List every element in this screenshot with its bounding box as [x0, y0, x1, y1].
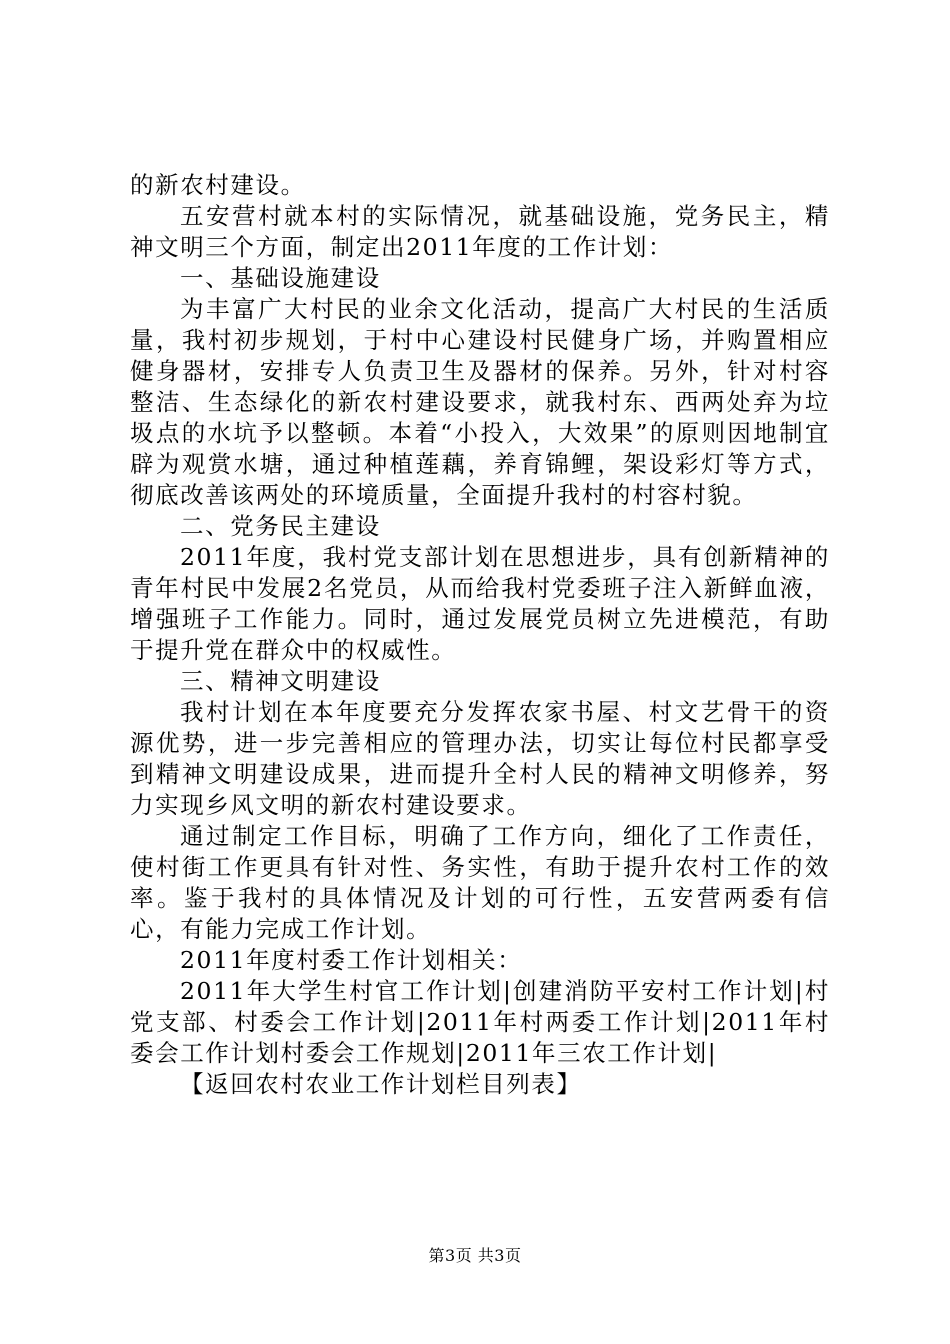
paragraph-infrastructure: 为丰富广大村民的业余文化活动，提高广大村民的生活质量，我村初步规划，于村中心建设村民健身广场，并购置相应健身器材，安排专人负责卫生及器材的保养。另外，针对村容整洁、生态绿化的新农村建设要求，就我村东、西两处弃为垃圾点的水坑予以整顿。本着“小投入，大效果”的原则因地制宜辟为观赏水塘，通过种植莲藕，养育锦鲤，架设彩灯等方式，彻底改善该两处的环境质量，全面提升我村的村容村貌。	[130, 295, 830, 509]
paragraph-continuation: 的新农村建设。	[130, 171, 306, 199]
paragraph-spiritual-civilization: 我村计划在本年度要充分发挥农家书屋、村文艺骨干的资源优势，进一步完善相应的管理办法，切实让每位村民都享受到精神文明建设成果，进而提升全村人民的精神文明修养，努力实现乡风文明的新农村建设要求。	[130, 698, 830, 819]
paragraph-intro: 五安营村就本村的实际情况，就基础设施，党务民主，精神文明三个方面，制定出2011年度的工作计划：	[130, 202, 830, 261]
related-links[interactable]: 2011年大学生村官工作计划|创建消防平安村工作计划|村党支部、村委会工作计划|2011年村两委工作计划|2011年村委会工作计划村委会工作规划|2011年三农工作计划|	[130, 977, 830, 1067]
page-number-footer: 第3页 共3页	[428, 1246, 522, 1265]
heading-party-democracy: 二、党务民主建设	[180, 512, 381, 540]
return-to-list-link[interactable]: 【返回农村农业工作计划栏目列表】	[180, 1070, 582, 1098]
related-heading: 2011年度村委工作计划相关：	[180, 946, 523, 974]
document-body	[130, 170, 830, 1100]
paragraph-party-democracy: 2011年度，我村党支部计划在思想进步，具有创新精神的青年村民中发展2名党员，从而给我村党委班子注入新鲜血液，增强班子工作能力。同时，通过发展党员树立先进模范，有助于提升党在群众中的权威性。	[130, 543, 830, 664]
heading-infrastructure: 一、基础设施建设	[180, 264, 381, 292]
heading-spiritual-civilization: 三、精神文明建设	[180, 667, 381, 695]
paragraph-conclusion: 通过制定工作目标，明确了工作方向，细化了工作责任，使村街工作更具有针对性、务实性，有助于提升农村工作的效率。鉴于我村的具体情况及计划的可行性，五安营两委有信心，有能力完成工作计划。	[130, 822, 830, 943]
